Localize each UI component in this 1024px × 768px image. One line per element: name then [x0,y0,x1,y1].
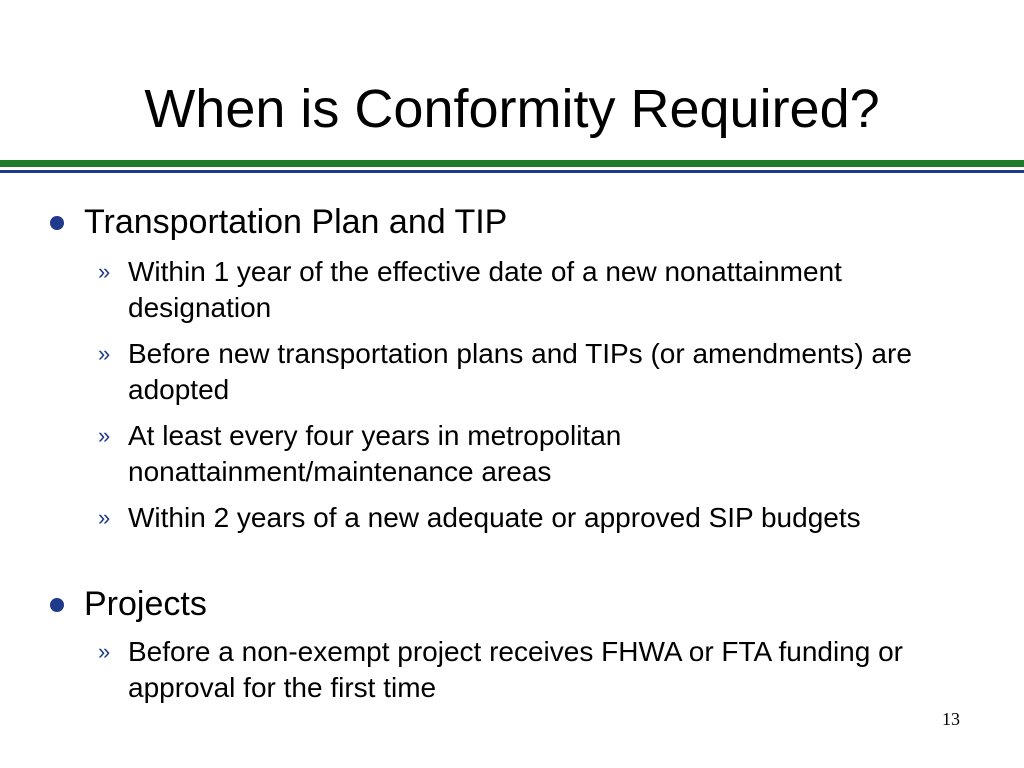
bullet-dot-icon [50,216,64,230]
sub-bullet-text: At least every four years in metropolitan nonattainment/maintenance areas [128,420,622,487]
chevron-double-right-icon: » [98,505,111,530]
chevron-double-right-icon: » [98,423,111,448]
bullet-label: Transportation Plan and TIP [84,203,508,241]
sub-bullet-text: Before new transportation plans and TIPs (or amendments) are adopted [128,338,912,405]
slide-title: When is Conformity Required? [144,79,880,139]
sub-bullet-text: Before a non-exempt project receives FHWA or FTA funding or approval for the first time [128,636,904,703]
title-rule-green [0,160,1024,167]
chevron-double-right-icon: » [98,639,111,664]
bullet-label: Projects [84,585,207,623]
sub-bullet-text: Within 1 year of the effective date of a new nonattainment designation [128,256,842,323]
sub-bullet-text: Within 2 years of a new adequate or approved SIP budgets [128,502,861,533]
bullet-dot-icon [50,598,64,612]
page-number: 13 [942,709,960,729]
chevron-double-right-icon: » [98,259,111,284]
chevron-double-right-icon: » [98,341,111,366]
title-rule-blue [0,170,1024,173]
